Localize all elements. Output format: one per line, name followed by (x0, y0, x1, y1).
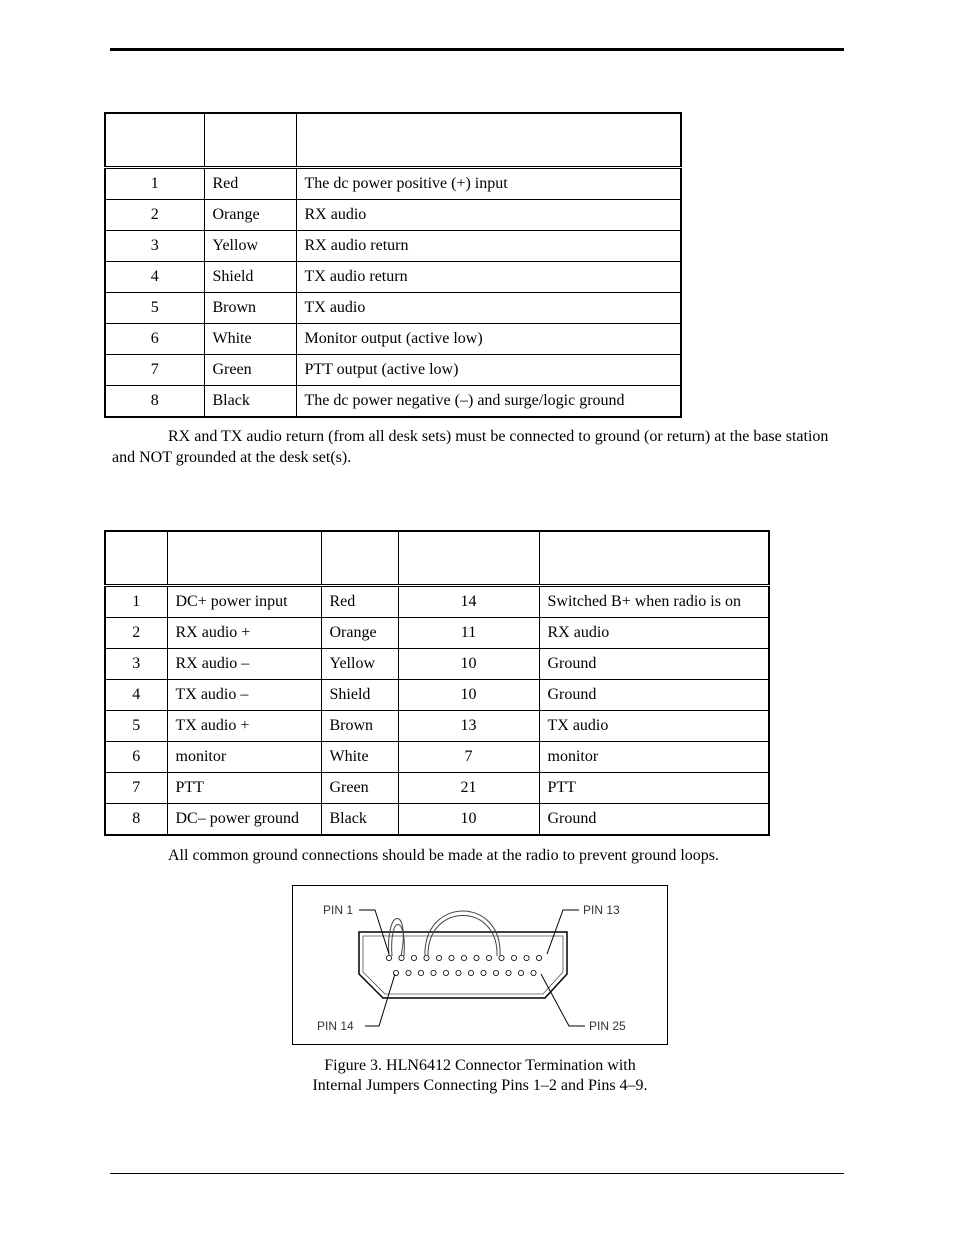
header-cell (321, 531, 398, 586)
wire-color-cell: Yellow (204, 231, 296, 262)
wire-color-cell: Shield (321, 680, 398, 711)
connector-pin (424, 955, 429, 960)
pin-number-cell: 8 (105, 804, 167, 836)
signal-cell: RX audio – (167, 649, 321, 680)
connector-pin (411, 955, 416, 960)
pin14-label: PIN 14 (317, 1019, 354, 1033)
connector-pin (431, 970, 436, 975)
wire-color-cell: Yellow (321, 649, 398, 680)
pin25-label: PIN 25 (589, 1019, 626, 1033)
wire-color-cell: White (321, 742, 398, 773)
connector-inner-shell (363, 936, 563, 994)
function-cell: PTT (539, 773, 769, 804)
radio-pin-cell: 10 (398, 804, 539, 836)
description-cell: RX audio (296, 200, 681, 231)
jumper-pins-4-9 (425, 911, 500, 956)
wire-color-cell: Orange (321, 618, 398, 649)
figure-caption (230, 1056, 730, 1096)
header-cell (296, 113, 681, 168)
radio-pin-cell: 7 (398, 742, 539, 773)
table-row (105, 168, 681, 200)
connector-pin (481, 970, 486, 975)
description-cell: TX audio return (296, 262, 681, 293)
signal-cell: RX audio + (167, 618, 321, 649)
pin-number-cell: 4 (105, 680, 167, 711)
table-row (105, 649, 769, 680)
pin-number-cell: 7 (105, 773, 167, 804)
wire-color-cell: Red (204, 168, 296, 200)
table-row (105, 293, 681, 324)
function-cell: RX audio (539, 618, 769, 649)
pin-number-cell: 2 (105, 618, 167, 649)
connector-pins (386, 955, 541, 975)
desk-set-wiring-table (104, 112, 682, 418)
signal-cell: DC– power ground (167, 804, 321, 836)
wire-color-cell: Black (321, 804, 398, 836)
table-body (105, 586, 769, 836)
table-row (105, 773, 769, 804)
pin-number-cell: 2 (105, 200, 204, 231)
caption-line-2: Internal Jumpers Connecting Pins 1–2 and Pins 4–9. (312, 1077, 648, 1094)
connector-pin (406, 970, 411, 975)
table-row (105, 386, 681, 418)
header-cell (105, 531, 167, 586)
pin-number-cell: 1 (105, 168, 204, 200)
pin-number-cell: 6 (105, 324, 204, 355)
connector-pin (499, 955, 504, 960)
pin14-leader (365, 974, 395, 1026)
pin-number-cell: 7 (105, 355, 204, 386)
connector-pin (536, 955, 541, 960)
audio-return-note: RX and TX audio return (from all desk sets) must be connected to ground (or return) at the base station and NOT grounded at the desk set(s). (112, 428, 829, 466)
wire-color-cell: Shield (204, 262, 296, 293)
description-cell: TX audio (296, 293, 681, 324)
header-cell (167, 531, 321, 586)
connector-pin (443, 970, 448, 975)
connector-pin (468, 970, 473, 975)
table-row (105, 618, 769, 649)
connector-pin (474, 955, 479, 960)
table-row (105, 231, 681, 262)
table-row (105, 586, 769, 618)
pin-number-cell: 4 (105, 262, 204, 293)
pin-number-cell: 5 (105, 293, 204, 324)
connector-pin (524, 955, 529, 960)
table-row (105, 355, 681, 386)
header-cell (398, 531, 539, 586)
wire-color-cell: Green (321, 773, 398, 804)
connector-pin (493, 970, 498, 975)
caption-line-1: Figure 3. HLN6412 Connector Termination with (324, 1057, 636, 1074)
wire-color-cell: Black (204, 386, 296, 418)
pin-number-cell: 8 (105, 386, 204, 418)
radio-pin-cell: 21 (398, 773, 539, 804)
wire-color-cell: White (204, 324, 296, 355)
signal-cell: TX audio – (167, 680, 321, 711)
header-cell (539, 531, 769, 586)
table-header-row (105, 531, 769, 586)
connector-diagram (293, 886, 667, 1044)
connector-pin (461, 955, 466, 960)
connector-pin (436, 955, 441, 960)
pin-number-cell: 5 (105, 711, 167, 742)
header-cell (204, 113, 296, 168)
header-rule (110, 48, 844, 51)
connector-pin (418, 970, 423, 975)
connector-figure (292, 885, 668, 1045)
pin-number-cell: 3 (105, 231, 204, 262)
wire-color-cell: Orange (204, 200, 296, 231)
radio-pin-cell: 10 (398, 680, 539, 711)
description-cell: The dc power negative (–) and surge/logic ground (296, 386, 681, 418)
connector-pin (511, 955, 516, 960)
radio-connection-table (104, 530, 770, 836)
radio-pin-cell: 11 (398, 618, 539, 649)
table-row (105, 711, 769, 742)
function-cell: Switched B+ when radio is on (539, 586, 769, 618)
table-header-row (105, 113, 681, 168)
table-row (105, 324, 681, 355)
connector-pin (386, 955, 391, 960)
footer-rule (110, 1173, 844, 1174)
function-cell: Ground (539, 649, 769, 680)
connector-pin (518, 970, 523, 975)
pin-number-cell: 3 (105, 649, 167, 680)
pin-number-cell: 1 (105, 586, 167, 618)
function-cell: TX audio (539, 711, 769, 742)
connector-pin (449, 955, 454, 960)
connector-pin (506, 970, 511, 975)
table-row (105, 200, 681, 231)
function-cell: Ground (539, 804, 769, 836)
connector-pin (531, 970, 536, 975)
signal-cell: DC+ power input (167, 586, 321, 618)
table-row (105, 804, 769, 836)
table-row (105, 680, 769, 711)
function-cell: monitor (539, 742, 769, 773)
description-cell: PTT output (active low) (296, 355, 681, 386)
wire-color-cell: Green (204, 355, 296, 386)
connector-pin (456, 970, 461, 975)
function-cell: Ground (539, 680, 769, 711)
connector-pin (399, 955, 404, 960)
radio-pin-cell: 10 (398, 649, 539, 680)
radio-pin-cell: 13 (398, 711, 539, 742)
wire-color-cell: Brown (321, 711, 398, 742)
description-cell: RX audio return (296, 231, 681, 262)
table-body (105, 168, 681, 418)
radio-pin-cell: 14 (398, 586, 539, 618)
pin13-label: PIN 13 (583, 903, 620, 917)
description-cell: Monitor output (active low) (296, 324, 681, 355)
jumper-pins-1-2 (389, 919, 404, 957)
wire-color-cell: Red (321, 586, 398, 618)
signal-cell: monitor (167, 742, 321, 773)
connector-pin (393, 970, 398, 975)
signal-cell: PTT (167, 773, 321, 804)
pin-number-cell: 6 (105, 742, 167, 773)
wire-color-cell: Brown (204, 293, 296, 324)
pin25-leader (541, 974, 585, 1026)
table-row (105, 262, 681, 293)
header-cell (105, 113, 204, 168)
table-row (105, 742, 769, 773)
connector-pin (486, 955, 491, 960)
pin1-label: PIN 1 (323, 903, 354, 917)
jumper-pins-1-2-inner (392, 925, 405, 957)
description-cell: The dc power positive (+) input (296, 168, 681, 200)
ground-loop-note: All common ground connections should be made at the radio to prevent ground loops. (168, 847, 719, 864)
signal-cell: TX audio + (167, 711, 321, 742)
